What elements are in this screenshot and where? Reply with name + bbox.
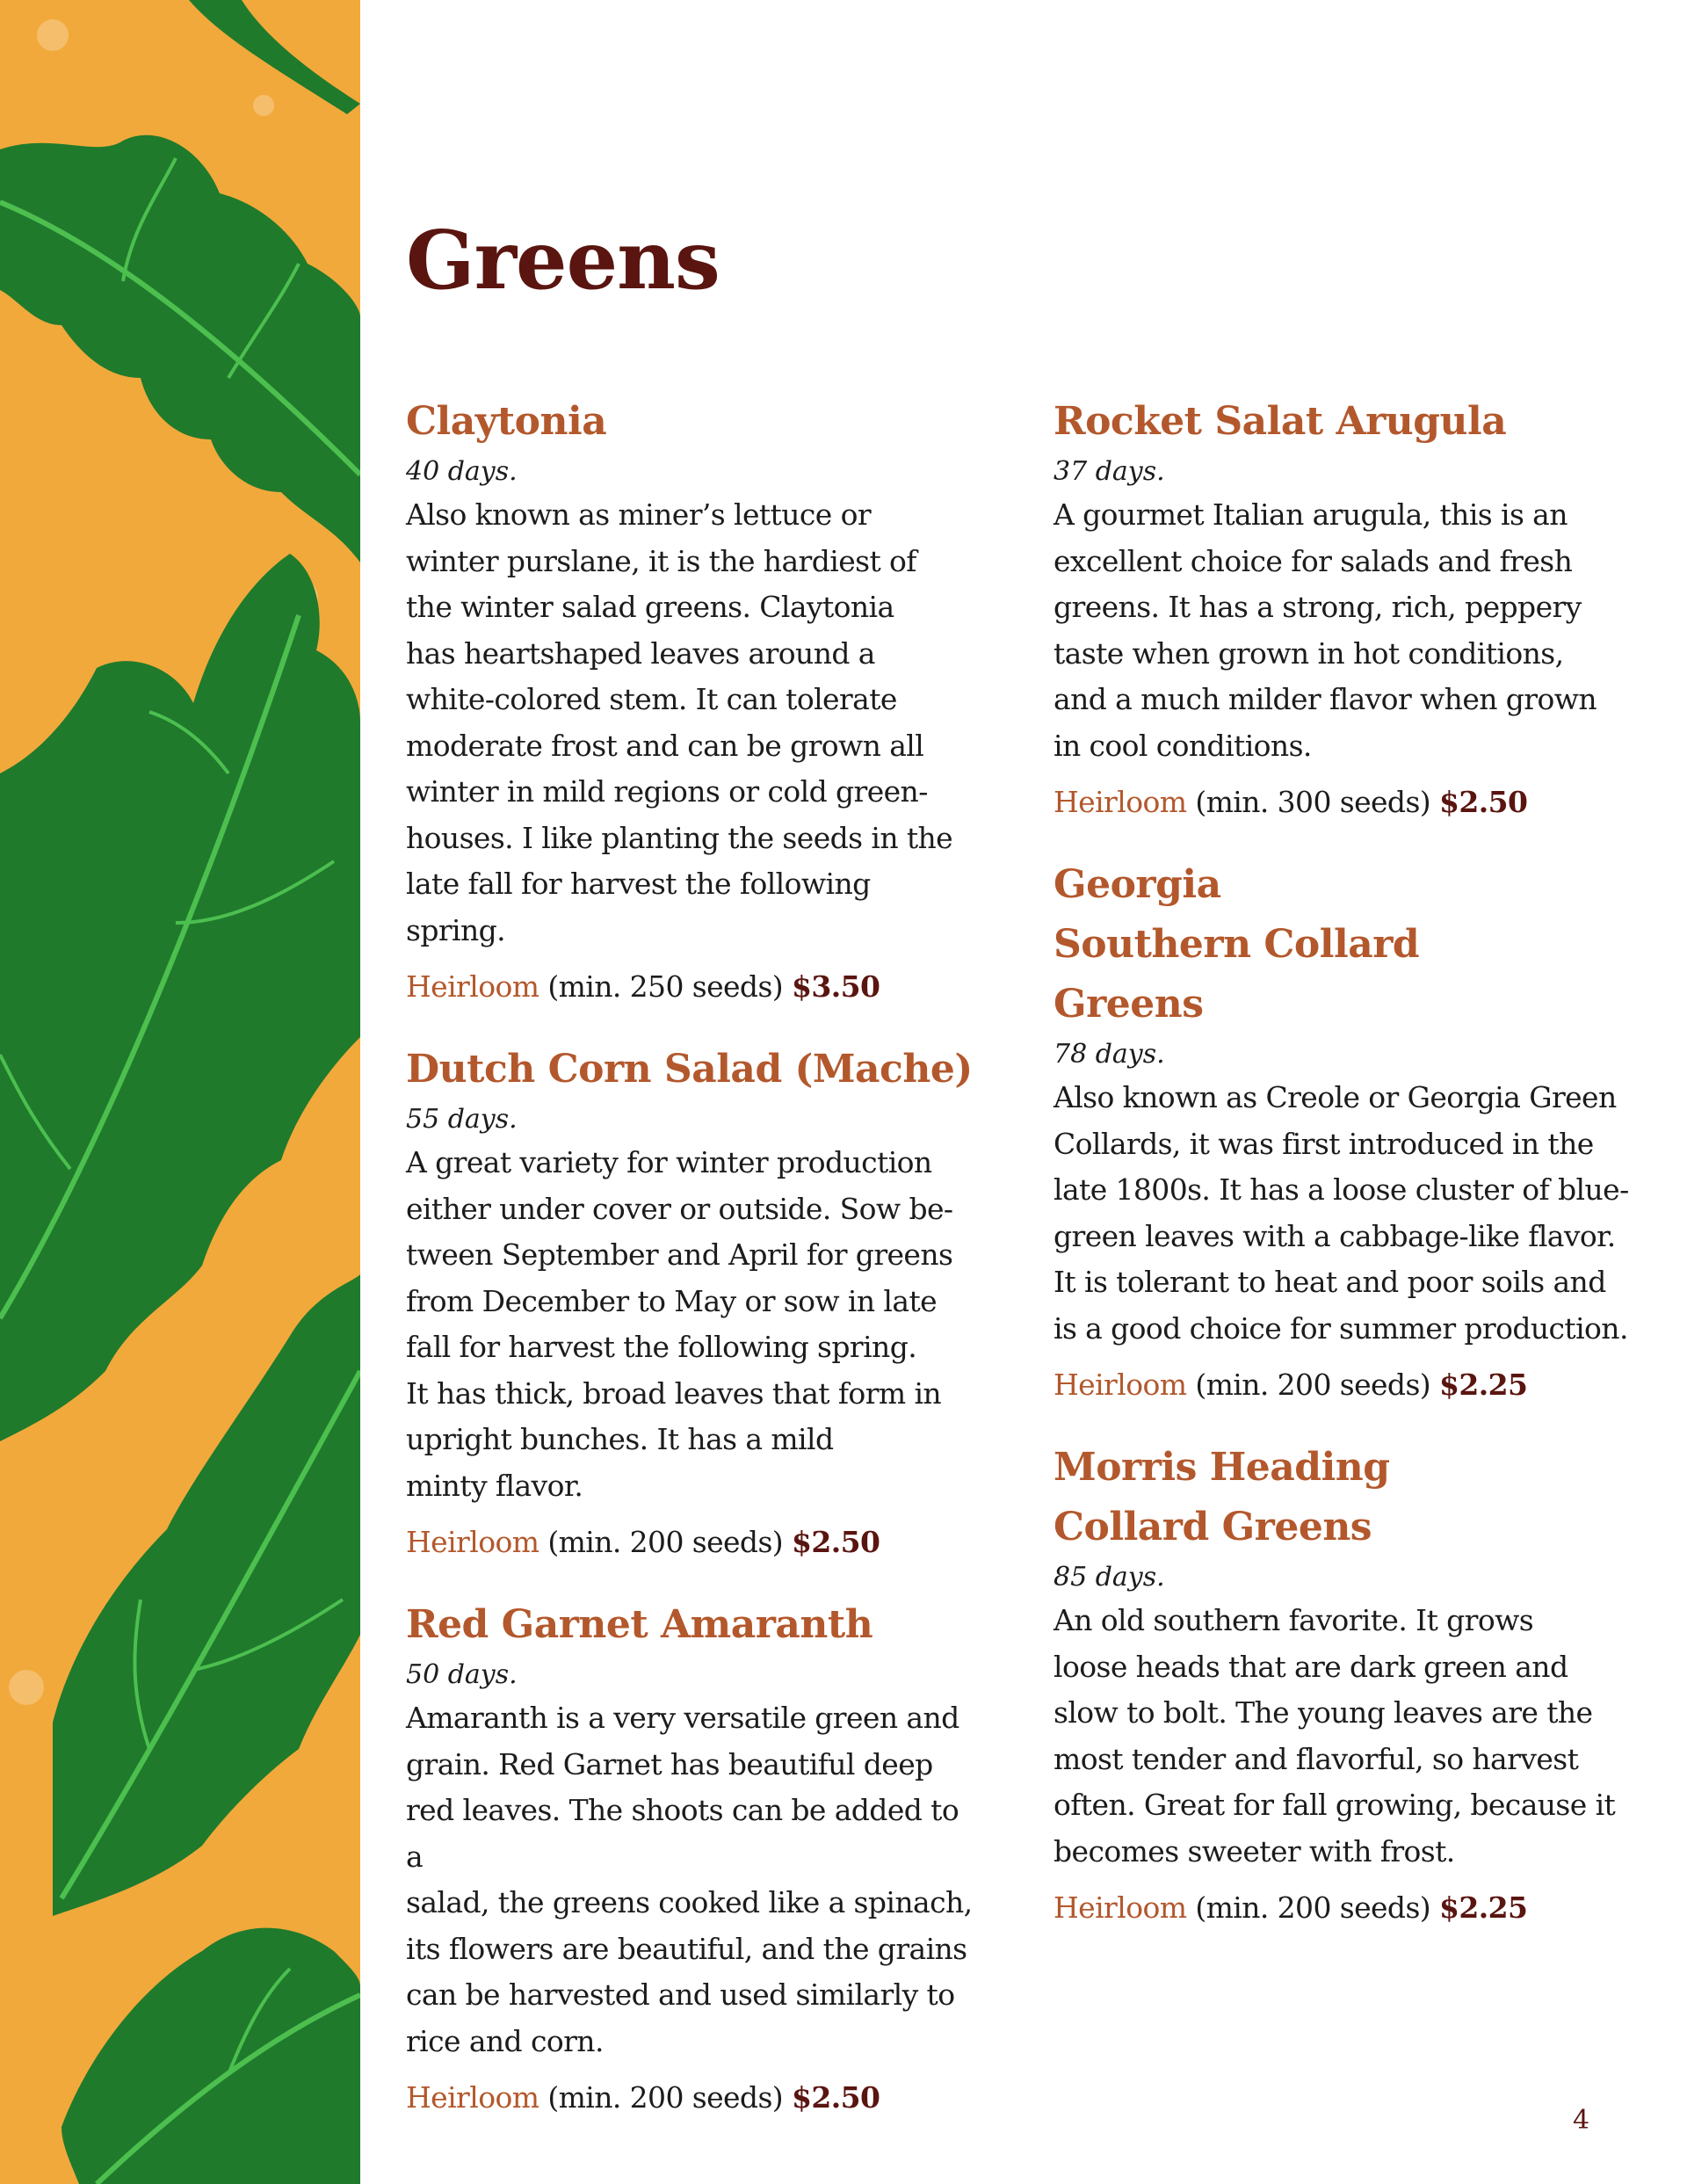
days-to-maturity: 78 days. [1053, 1039, 1165, 1070]
days-to-maturity: 55 days. [406, 1104, 518, 1135]
seed-entry-georgia-southern-collard [1053, 855, 1651, 1408]
seed-entry-rocket-salat-arugula [1053, 392, 1651, 825]
seed-description: Also known as Creole or Georgia Green Collards, it was first introduced in the late 1800s. It has a loose cluster of blue- green leaves with a cabbage-like flavor. It is tolerant to heat and poor soils and is a good choice for summer production. [1053, 1080, 1629, 1346]
seed-entry-claytonia [406, 392, 977, 1010]
page-title: Greens [406, 213, 720, 308]
seed-type: Heirloom [406, 2080, 539, 2115]
price-line [1053, 1885, 1651, 1931]
days-to-maturity: 50 days. [406, 1659, 518, 1690]
seed-quantity: (min. 300 seeds) [1195, 785, 1431, 819]
days-to-maturity: 40 days. [406, 456, 518, 487]
days-to-maturity: 85 days. [1053, 1562, 1165, 1593]
seed-name: Georgia Southern Collard Greens [1053, 862, 1420, 1027]
seed-price: $2.50 [791, 1525, 880, 1559]
seed-name: Dutch Corn Salad (Mache) [406, 1047, 973, 1092]
price-line [406, 964, 977, 1010]
seed-name: Red Garnet Amaranth [406, 1602, 873, 1647]
seed-quantity: (min. 200 seeds) [547, 2080, 784, 2115]
seed-type: Heirloom [1053, 785, 1187, 819]
seed-quantity: (min. 200 seeds) [1195, 1890, 1431, 1925]
seed-price: $2.25 [1438, 1890, 1528, 1925]
seed-description: Amaranth is a very versatile green and grain. Red Garnet has beautiful deep red leaves. The shoots can be added to a salad, the greens cooked like a spinach, its flowers are beautiful, and the grains can be harvested and used similarly to rice and corn. [406, 1701, 973, 2058]
price-line [1053, 1362, 1651, 1408]
leaf-art-panel [0, 0, 360, 2184]
seed-name: Morris Heading Collard Greens [1053, 1445, 1390, 1549]
seed-name: Claytonia [406, 399, 607, 444]
seed-description: A great variety for winter production either under cover or outside. Sow be- tween September and April for greens from December to May or sow in late fall for harvest the following spring. It has thick, broad leaves that form in upright bunches. It has a mild minty flavor. [406, 1145, 953, 1503]
seed-quantity: (min. 200 seeds) [547, 1525, 784, 1559]
seed-type: Heirloom [1053, 1890, 1187, 1925]
seed-price: $2.25 [1438, 1368, 1528, 1402]
left-column [406, 392, 977, 2151]
seed-type: Heirloom [406, 1525, 539, 1559]
seed-price: $2.50 [791, 2080, 880, 2115]
price-line [1053, 780, 1651, 825]
seed-price: $3.50 [791, 969, 880, 1004]
seed-description: A gourmet Italian arugula, this is an excellent choice for salads and fresh greens. It has a strong, rich, peppery taste when grown in hot conditions, and a much milder flavor when grown in cool conditions. [1053, 497, 1597, 763]
seed-price: $2.50 [1438, 785, 1528, 819]
page-number: 4 [1573, 2105, 1590, 2136]
seed-entry-morris-heading-collard [1053, 1438, 1651, 1931]
seed-type: Heirloom [1053, 1368, 1187, 1402]
seed-description: An old southern favorite. It grows loose heads that are dark green and slow to bolt. The young leaves are the most tender and flavorful, so harvest often. Great for fall growing, because it becomes sweeter with frost. [1053, 1603, 1616, 1868]
days-to-maturity: 37 days. [1053, 456, 1165, 487]
seed-description: Also known as miner’s lettuce or winter purslane, it is the hardiest of the winter salad greens. Claytonia has heartshaped leaves around a white-colored stem. It can tolerate moderate frost and can be grown all winter in mild regions or cold green- houses. I like planting the seeds in the late fall for harvest the following spring. [406, 497, 953, 947]
arugula-leaves-illustration [0, 0, 360, 2184]
seed-entry-red-garnet-amaranth [406, 1595, 977, 2121]
seed-type: Heirloom [406, 969, 539, 1004]
seed-quantity: (min. 200 seeds) [1195, 1368, 1431, 1402]
price-line [406, 2075, 977, 2121]
seed-name: Rocket Salat Arugula [1053, 399, 1507, 444]
seed-quantity: (min. 250 seeds) [547, 969, 784, 1004]
right-column [1053, 392, 1651, 1961]
seed-entry-dutch-corn-salad [406, 1040, 977, 1565]
price-line [406, 1520, 977, 1565]
